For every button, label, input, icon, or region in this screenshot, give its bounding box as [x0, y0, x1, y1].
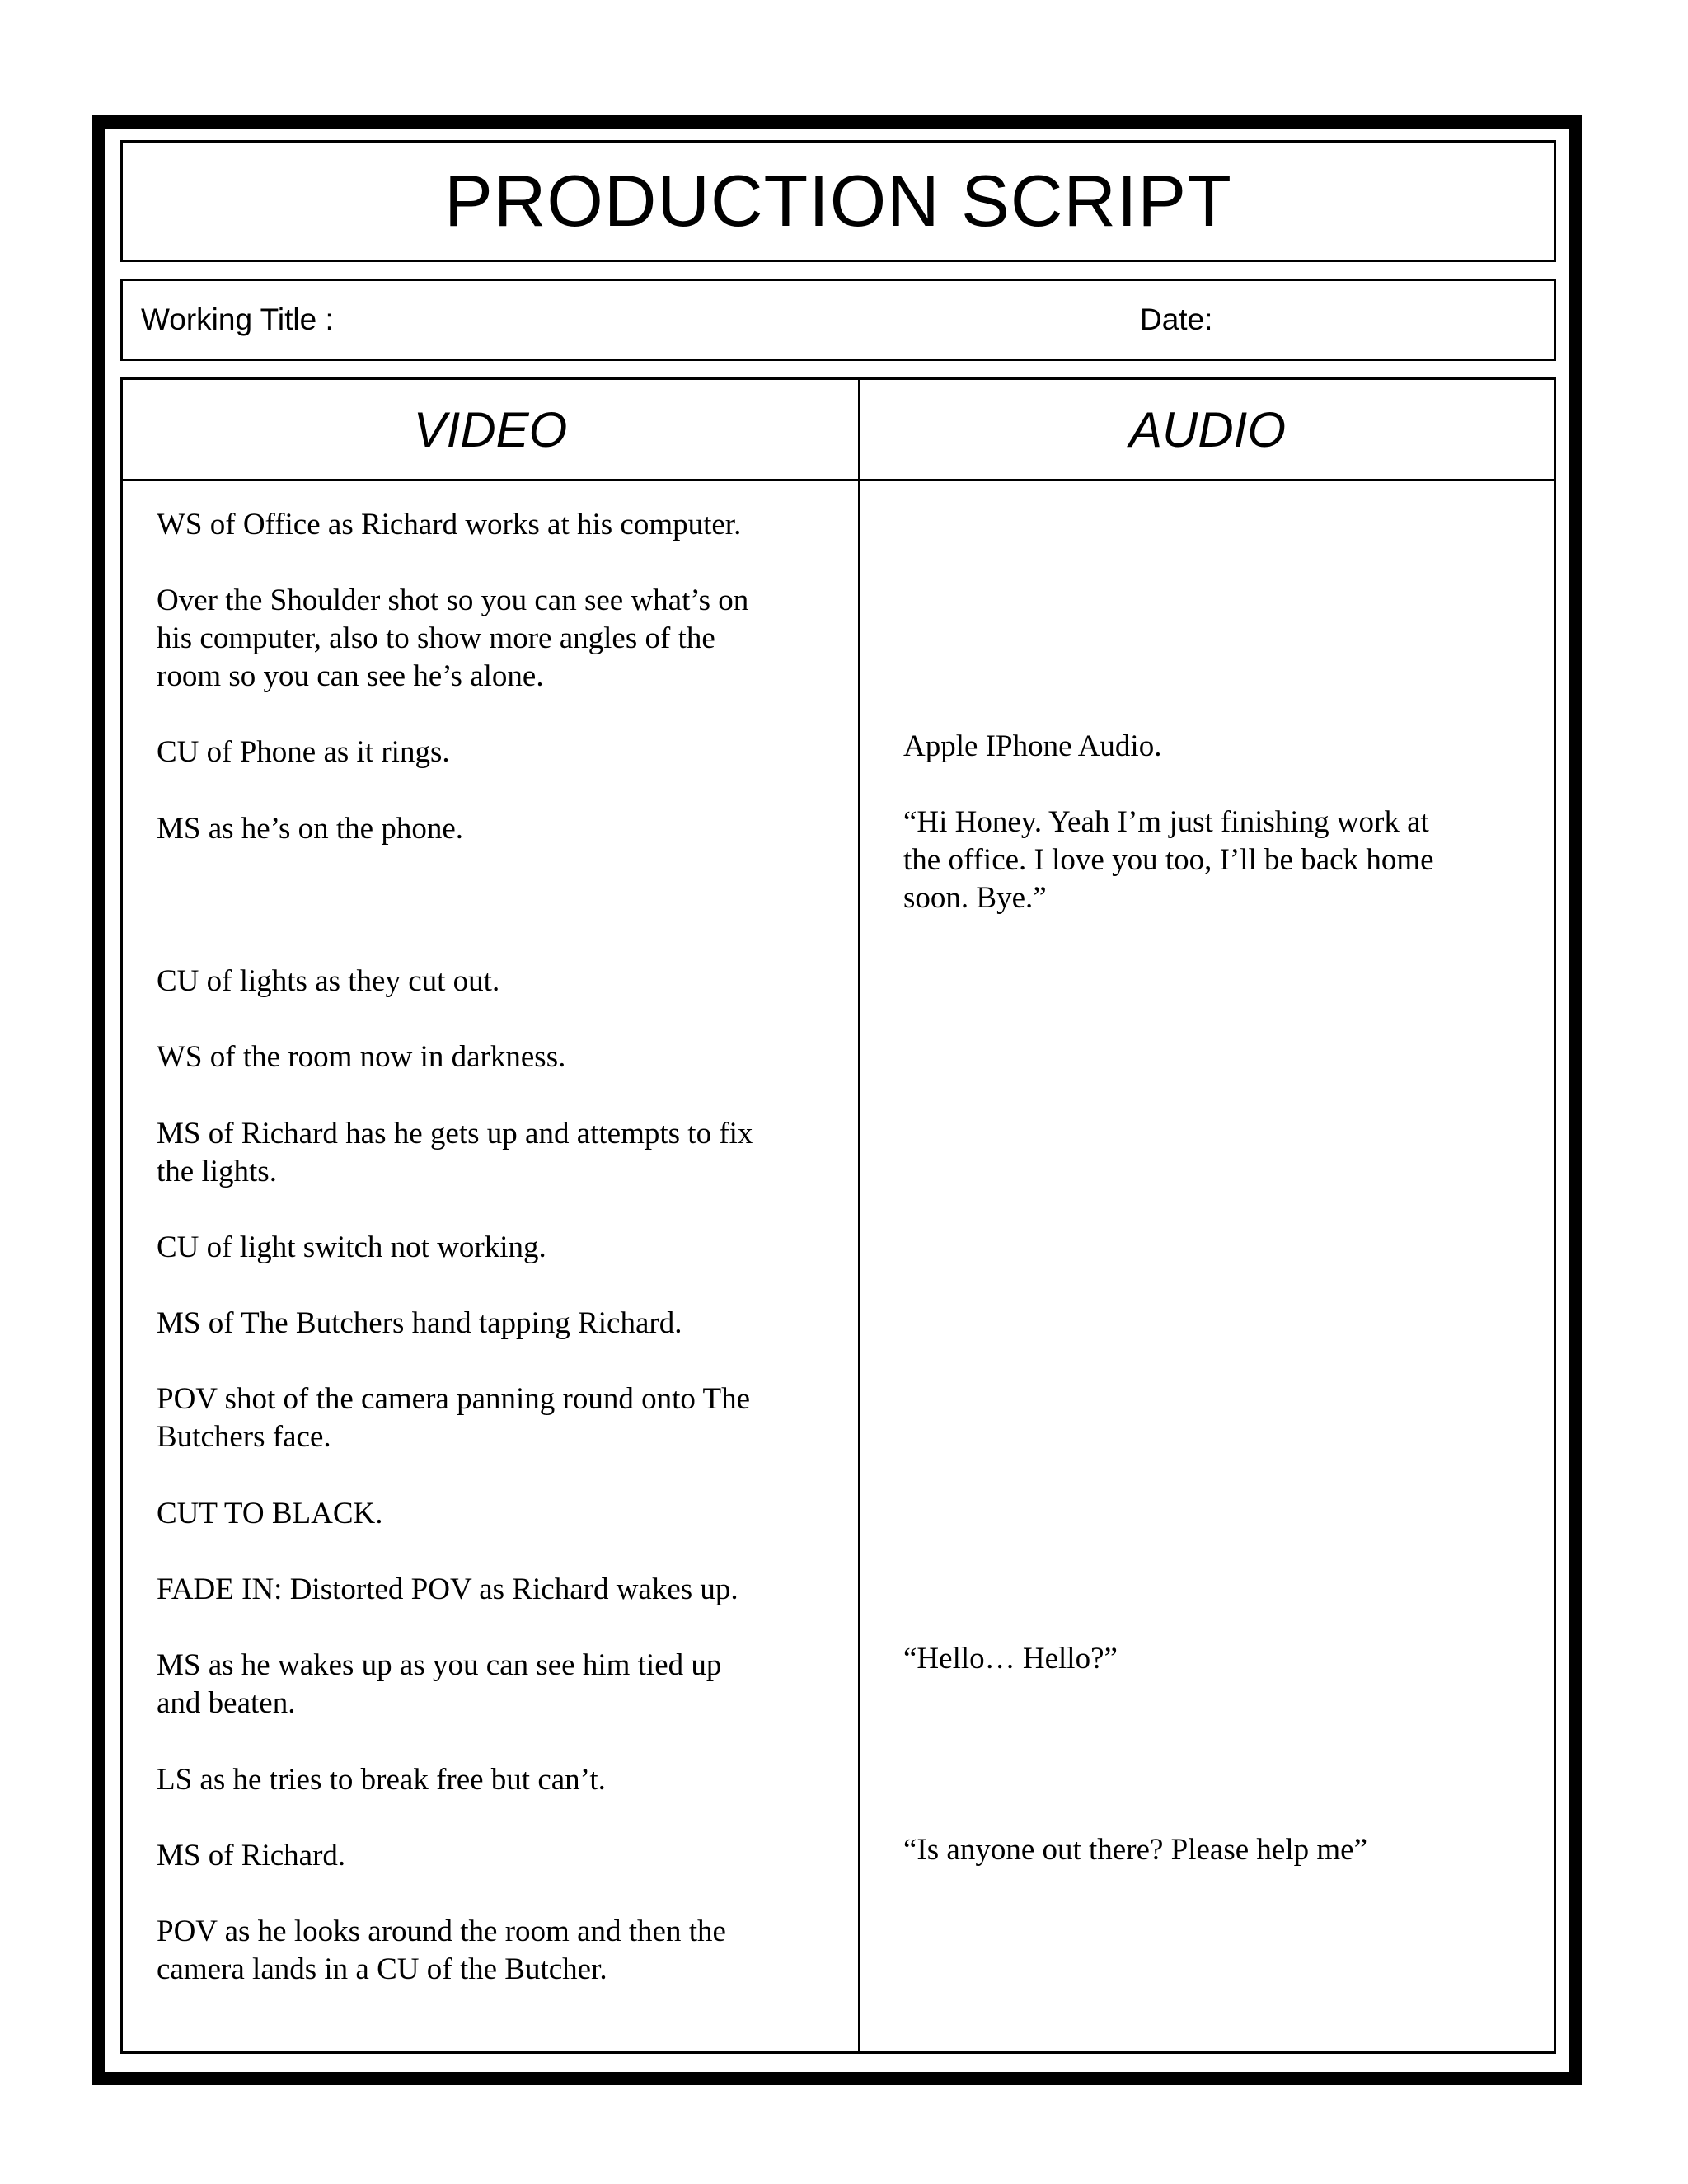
header-divider	[123, 479, 1554, 481]
audio-column-header: AUDIO	[1128, 401, 1287, 457]
audio-entry: Apple IPhone Audio.	[903, 729, 1162, 763]
video-entry: WS of the room now in darkness.	[157, 1040, 566, 1074]
video-entry: LS as he tries to break free but can’t.	[157, 1763, 606, 1797]
video-column-header: VIDEO	[413, 401, 568, 457]
video-entry: POV shot of the camera panning round onto The Butchers face.	[157, 1382, 751, 1454]
video-entry: Over the Shoulder shot so you can see what’s on his computer, also to show more angles of the room so you can see he’s alone.	[157, 583, 749, 693]
video-entry: MS of Richard.	[157, 1839, 346, 1872]
audio-entry: “Hello… Hello?”	[903, 1642, 1118, 1675]
info-row	[120, 279, 1556, 361]
video-entry: MS of The Butchers hand tapping Richard.	[157, 1306, 682, 1340]
video-entry: CU of Phone as it rings.	[157, 735, 450, 769]
video-entry: POV as he looks around the room and then the camera lands in a CU of the Butcher.	[157, 1915, 726, 1986]
title-box	[120, 140, 1556, 262]
date-label: Date:	[1140, 302, 1213, 336]
video-entry: CUT TO BLACK.	[157, 1497, 383, 1530]
audio-entry: “Is anyone out there? Please help me”	[903, 1833, 1367, 1867]
page-title: PRODUCTION SCRIPT	[444, 160, 1232, 241]
video-entry: MS of Richard has he gets up and attempts to fix the lights.	[157, 1117, 753, 1188]
column-divider	[858, 380, 860, 2051]
video-entry: FADE IN: Distorted POV as Richard wakes up.	[157, 1572, 738, 1606]
video-entry: CU of light switch not working.	[157, 1230, 546, 1264]
video-entry: WS of Office as Richard works at his computer.	[157, 508, 742, 541]
working-title-label: Working Title :	[141, 302, 334, 336]
audio-entry: “Hi Honey. Yeah I’m just finishing work at the office. I love you too, I’ll be back home soon. Bye.”	[903, 805, 1434, 915]
video-entry: MS as he’s on the phone.	[157, 812, 464, 846]
video-entry: MS as he wakes up as you can see him tied up and beaten.	[157, 1648, 722, 1720]
video-entry: CU of lights as they cut out.	[157, 964, 500, 998]
